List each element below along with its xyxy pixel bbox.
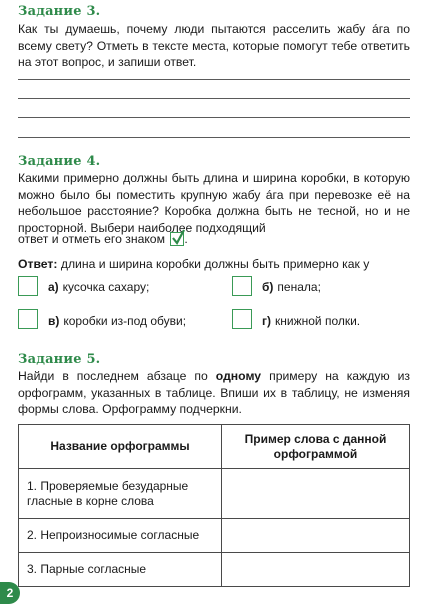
option-d-text: книжной полки. bbox=[275, 314, 361, 328]
option-b-letter: б) bbox=[262, 280, 274, 294]
task4-instruction-end bbox=[18, 232, 188, 246]
option-c-letter: в) bbox=[48, 314, 60, 328]
option-c bbox=[48, 314, 186, 328]
task3-answer-line[interactable] bbox=[18, 117, 410, 118]
option-c-text: коробки из-под обуви; bbox=[63, 314, 187, 328]
task5-text bbox=[18, 368, 410, 418]
option-b bbox=[262, 280, 321, 294]
option-a bbox=[48, 280, 149, 294]
table-row bbox=[19, 469, 410, 519]
table-row bbox=[19, 553, 410, 587]
task3-answer-line[interactable] bbox=[18, 137, 410, 138]
task3-answer-line[interactable] bbox=[18, 79, 410, 80]
table-row bbox=[19, 519, 410, 553]
table-cell-example-input[interactable] bbox=[222, 553, 410, 587]
task5-text-bold: одному bbox=[215, 369, 262, 383]
option-a-checkbox[interactable] bbox=[18, 276, 38, 296]
page-number-badge: 2 bbox=[0, 582, 20, 604]
task3-text: Как ты думаешь, почему люди пытаются расселить жабу áга по всему свету? Отметь в тексте места, которые помогут тебе ответить на этот вопрос, и запиши ответ. bbox=[18, 22, 410, 69]
table-cell-example-input[interactable] bbox=[222, 469, 410, 519]
table-cell-rule: 3. Парные согласные bbox=[19, 553, 222, 587]
option-d bbox=[262, 314, 360, 328]
table-cell-rule: 2. Непроизносимые согласные bbox=[19, 519, 222, 553]
table-header-name: Название орфограммы bbox=[19, 425, 222, 469]
table-cell-rule: 1. Проверяемые безударные гласные в корне слова bbox=[19, 469, 222, 519]
task4-text: Какими примерно должны быть длина и ширина коробки, в которую можно было бы поместить крупную жабу áга при перевозке её на небольшое расстояние? Коробка должна быть не тесной, но и не просторной. Выбери наиболее подходящий bbox=[18, 171, 410, 235]
option-d-letter: г) bbox=[262, 314, 271, 328]
task4-title: Задание 4. bbox=[18, 154, 101, 169]
option-b-checkbox[interactable] bbox=[232, 276, 252, 296]
answer-label: Ответ: bbox=[18, 257, 58, 271]
checkmark-icon bbox=[170, 232, 184, 246]
task3-title: Задание 3. bbox=[18, 4, 101, 19]
task4-instruction-period: . bbox=[184, 232, 188, 246]
option-a-letter: а) bbox=[48, 280, 59, 294]
table-header-row bbox=[19, 425, 410, 469]
table-header-example: Пример слова с данной орфограммой bbox=[222, 425, 410, 469]
option-d-checkbox[interactable] bbox=[232, 309, 252, 329]
option-c-checkbox[interactable] bbox=[18, 309, 38, 329]
option-a-text: кусочка сахару; bbox=[62, 280, 150, 294]
spelling-table bbox=[18, 424, 410, 587]
task3-answer-line[interactable] bbox=[18, 98, 410, 99]
option-b-text: пенала; bbox=[277, 280, 321, 294]
task5-text-after: примеру на каждую из орфограмм, указанных в таблице. Впиши их в таблицу, не изменяя формы слова. Орфограмму подчеркни. bbox=[18, 369, 410, 416]
task5-text-before: Найди в последнем абзаце по bbox=[18, 369, 208, 383]
task4-answer-line bbox=[18, 257, 369, 271]
task4-instruction-end-text: ответ и отметь его знаком bbox=[18, 232, 165, 246]
table-cell-example-input[interactable] bbox=[222, 519, 410, 553]
answer-text: длина и ширина коробки должны быть примерно как у bbox=[60, 257, 370, 271]
task5-title: Задание 5. bbox=[18, 352, 101, 367]
